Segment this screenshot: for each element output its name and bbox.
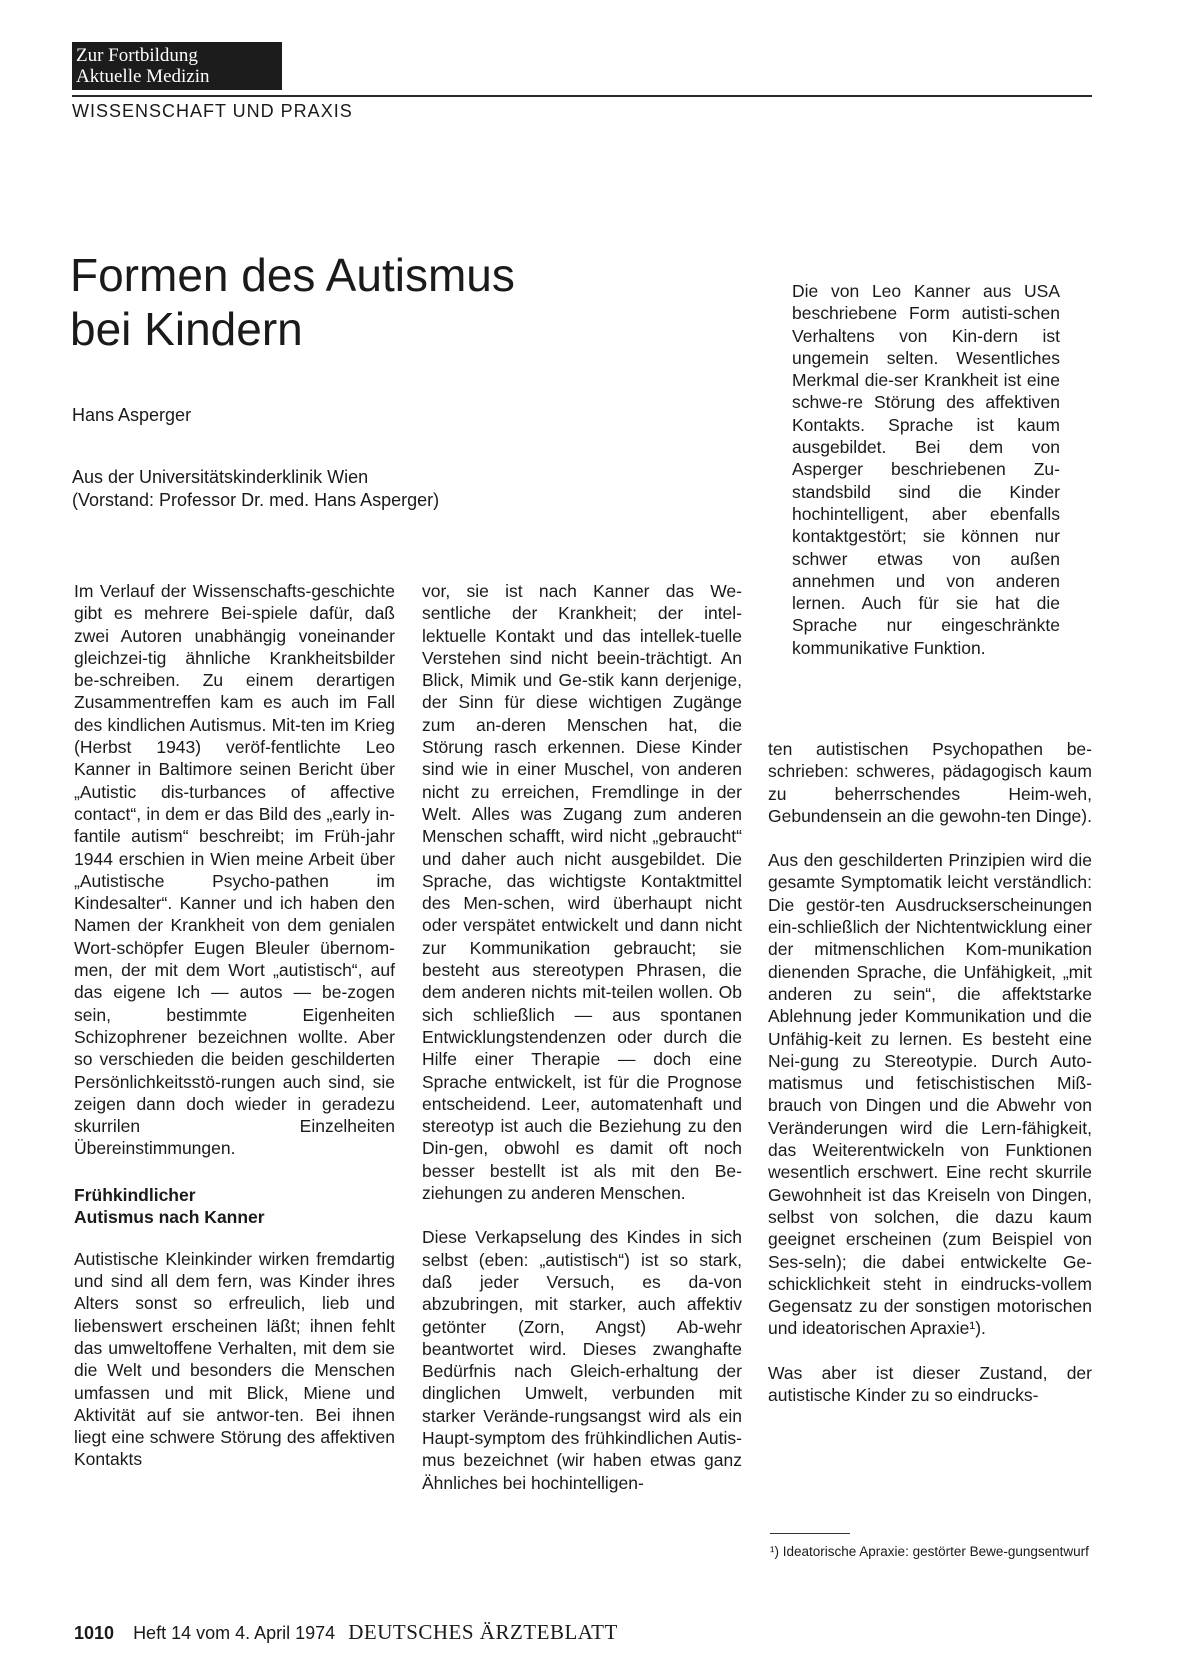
author: Hans Asperger [72,405,192,425]
column-2 [422,580,742,1516]
paragraph: vor, sie ist nach Kanner das We-sentliche der Krankheit; der intel-lektuelle Kontakt und das intellek-tuelle Verstehen sind nicht beein-trächtigt. An Blick, Mimik und Ge-stik kann derjenige, der Sinn für diese wichtigen Zugänge zum an-deren Menschen hat, die Störung rasch erkennen. Diese Kinder sind wie in einer Muschel, von anderen nicht zu erreichen, Fremdlinge in der Welt. Alles was Zugang zum anderen Menschen schafft, wird nicht „gebraucht“ und daher auch nicht ausgebildet. Die Sprache, das wichtigste Kontaktmittel des Men-schen, wird überhaupt nicht oder verspätet entwickelt und dann nicht zur Kommunikation gebraucht; sie besteht aus stereotypen Phrasen, die dem anderen nichts mit-teilen wollen. Ob sich schließlich — aus spontanen Entwicklungstendenzen oder durch die Hilfe einer Therapie — doch eine Sprache entwickelt, ist für die Prognose entscheidend. Leer, automatenhaft und stereotyp ist auch die Beziehung zu den Din-gen, obwohl es damit oft noch besser bestellt ist als mit den Be-ziehungen zu anderen Menschen. [422,581,742,1204]
rubric-badge [72,42,282,90]
header-rule [72,95,1092,97]
footnote: ¹) Ideatorische Apraxie: gestörter Bewe-gungsentwurf [770,1544,1089,1559]
page-number: 1010 [74,1623,115,1643]
page-footer [74,1620,618,1645]
footnote-rule [770,1533,850,1534]
subheading-line-2: Autismus nach Kanner [74,1206,265,1227]
section-label: WISSENSCHAFT UND PRAXIS [72,101,353,121]
badge-line-1: Zur Fortbildung [76,45,198,66]
affiliation [72,466,439,512]
affiliation-line-2: (Vorstand: Professor Dr. med. Hans Asperger) [72,490,440,510]
summary-box [792,280,1060,681]
column-1 [74,580,395,1493]
affiliation-line-1: Aus der Universitätskinderklinik Wien [72,467,369,487]
paragraph: Autistische Kleinkinder wirken fremdartig und sind all dem fern, was Kinder ihres Alters sonst so erfreulich, lieb und liebenswert erscheinen läßt; ihnen fehlt das umweltoffene Verhalten, mit dem sie die Welt und besonders die Menschen umfassen und mit Blick, Miene und Aktivität auf sie antwor-ten. Bei ihnen liegt eine schwere Störung des affektiven Kontakts [74,1248,395,1470]
article-title [70,248,670,356]
paragraph: Im Verlauf der Wissenschafts-geschichte gibt es mehrere Bei-spiele dafür, daß zwei Autoren unabhängig voneinander gleichzei-tig ähnliche Krankheitsbilder be-schreiben. Zu einem derartigen Zusammentreffen kam es auch im Fall des kindlichen Autismus. Mit-ten im Krieg (Herbst 1943) veröf-fentlichte Leo Kanner in Baltimore seinen Bericht über „Autistic dis-turbances of affective contact“, in dem er das Bild des „early in-fantile autism“ beschreibt; im Früh-jahr 1944 erschien in Wien meine Arbeit über „Autistische Psycho-pathen im Kindesalter“. Kanner und ich haben den Namen der Krankheit von dem genialen Wort-schöpfer Eugen Bleuler übernom-men, der mit dem Wort „autistisch“, auf das eigene Ich — autos — be-zogen sein, bestimmte Eigenheiten Schizophrener bezeichnen wollte. Aber so verschieden die beiden geschilderten Persönlichkeitsstö-rungen auch sind, sie zeigen dann doch wieder in geradezu skurrilen Einzelheiten Übereinstimmungen. [74,581,395,1159]
paragraph: ten autistischen Psychopathen be-schrieben: schweres, pädagogisch kaum zu beherrschendes Heim-weh, Gebundensein an die gewohn-ten Dinge). [768,739,1092,826]
journal-name: DEUTSCHES ÄRZTEBLATT [348,1620,618,1644]
badge-line-2: Aktuelle Medizin [76,66,210,87]
title-line-1: Formen des Autismus [70,249,515,301]
column-3 [768,738,1092,1428]
subheading-line-1: Frühkindlicher [74,1184,196,1205]
title-line-2: bei Kindern [70,303,303,355]
subheading [74,1184,395,1228]
issue-info: Heft 14 vom 4. April 1974 [133,1623,336,1643]
paragraph: Diese Verkapselung des Kindes in sich selbst (eben: „autistisch“) ist so stark, daß jeder Versuch, es da-von abzubringen, mit starker, auch affektiv getönter (Zorn, Angst) Ab-wehr beantwortet wird. Dieses zwanghafte Bedürfnis nach Gleich-erhaltung der dinglichen Umwelt, verbunden mit starker Verände-rungsangst wird als ein Haupt-symptom des frühkindlichen Autis-mus bezeichnet (wir haben etwas ganz Ähnliches bei hochintelligen- [422,1227,742,1493]
paragraph: Aus den geschilderten Prinzipien wird die gesamte Symptomatik leicht verständlich: Die gestör-ten Ausdruckserscheinungen ein-schließlich der Nichtentwicklung einer der mitmenschlichen Kom-munikation dienenden Sprache, die Unfähigkeit, „mit anderen zu sein“, die affektstarke Ablehnung jeder Kommunikation und die Unfähig-keit zu lernen. Es besteht eine Nei-gung zu Stereotypie. Durch Auto-matismus und fetischistischen Miß-brauch von Dingen und die Abwehr von Veränderungen wird die Lern-fähigkeit, das Weiterentwickeln von Funktionen wesentlich erschwert. Eine recht skurrile Gewohnheit ist das Kreiseln von Dingen, selbst von solchen, die dazu kaum geeignet erscheinen (zum Beispiel von Ses-seln); die dabei entwickelte Ge-schicklichkeit steht in eindrucks-vollem Gegensatz zu der sonstigen motorischen und ideatorischen Apraxie¹). [768,850,1092,1339]
paragraph: Was aber ist dieser Zustand, der autistische Kinder zu so eindrucks- [768,1362,1092,1406]
summary-text: Die von Leo Kanner aus USA beschriebene Form autisti-schen Verhaltens von Kin-dern ist ungemein selten. Wesentliches Merkmal die-ser Krankheit ist eine schwe-re Störung des affektiven Kontakts. Sprache ist kaum ausgebildet. Bei dem von Asperger beschriebenen Zu-standsbild sind die Kinder hochintelligent, aber ebenfalls kontaktgestört; sie können nur schwer etwas von außen annehmen und von anderen lernen. Auch für sie hat die Sprache nur eingeschränkte kommunikative Funktion. [792,281,1060,658]
